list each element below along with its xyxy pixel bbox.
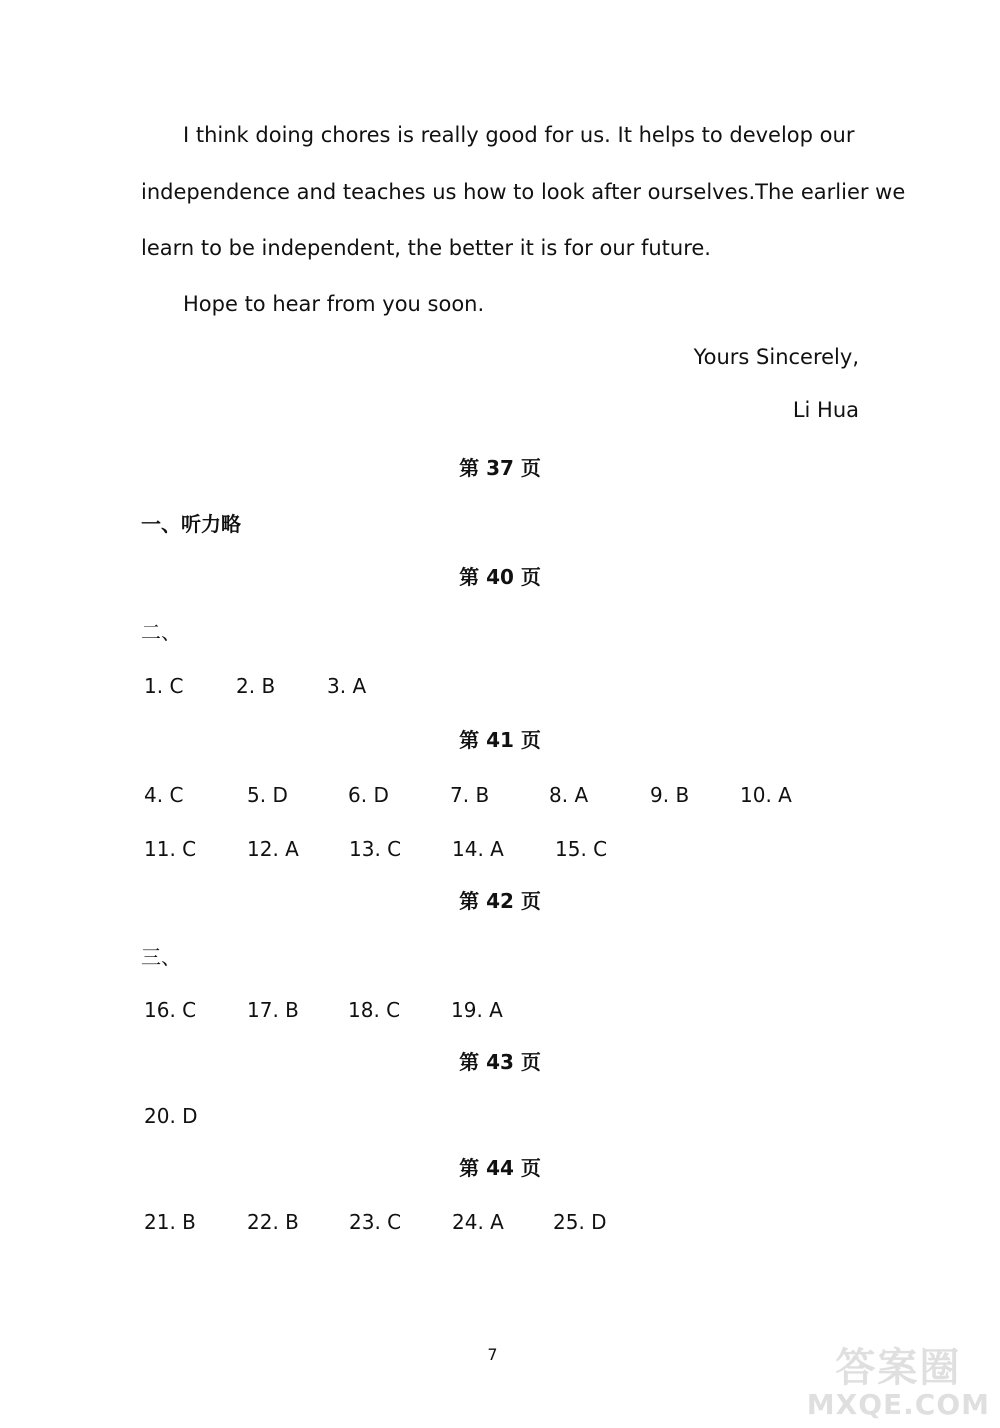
part-three-label: 三、 xyxy=(141,945,181,969)
answer-23: 23. C xyxy=(349,1210,402,1234)
listening-omitted: 一、听力略 xyxy=(141,512,241,536)
answer-19: 19. A xyxy=(451,998,503,1022)
answer-9: 9. B xyxy=(650,783,690,807)
signature: Li Hua xyxy=(792,398,859,422)
answer-22: 22. B xyxy=(247,1210,299,1234)
answer-4: 4. C xyxy=(144,783,184,807)
answer-7: 7. B xyxy=(450,783,490,807)
answer-21: 21. B xyxy=(144,1210,196,1234)
answer-11: 11. C xyxy=(144,837,197,861)
heading-page-43: 第 43 页 xyxy=(459,1050,541,1074)
answer-18: 18. C xyxy=(348,998,401,1022)
part-two-label: 二、 xyxy=(141,620,181,644)
page-number: 7 xyxy=(487,1345,498,1364)
letter-line-3: learn to be independent, the better it is for our future. xyxy=(141,236,711,260)
letter-line-2: independence and teaches us how to look after ourselves.The earlier we xyxy=(141,180,906,204)
answer-24: 24. A xyxy=(452,1210,504,1234)
answer-15: 15. C xyxy=(555,837,608,861)
answer-3: 3. A xyxy=(327,674,367,698)
answer-14: 14. A xyxy=(452,837,504,861)
answer-17: 17. B xyxy=(247,998,299,1022)
answer-10: 10. A xyxy=(740,783,792,807)
heading-page-42: 第 42 页 xyxy=(459,889,541,913)
heading-page-44: 第 44 页 xyxy=(459,1156,541,1180)
answer-8: 8. A xyxy=(549,783,589,807)
sign-off: Yours Sincerely, xyxy=(693,345,859,369)
heading-page-37: 第 37 页 xyxy=(459,456,541,480)
watermark-line-2: MXQE.COM xyxy=(806,1388,990,1421)
closing-line: Hope to hear from you soon. xyxy=(183,292,485,316)
answer-20: 20. D xyxy=(144,1104,198,1128)
watermark-logo xyxy=(807,1346,990,1420)
answer-6: 6. D xyxy=(348,783,389,807)
heading-page-41: 第 41 页 xyxy=(459,728,541,752)
answer-1: 1. C xyxy=(144,674,184,698)
heading-page-40: 第 40 页 xyxy=(459,565,541,589)
answer-12: 12. A xyxy=(247,837,299,861)
answer-13: 13. C xyxy=(349,837,402,861)
watermark-line-1: 答案圈 xyxy=(835,1345,962,1391)
answer-25: 25. D xyxy=(553,1210,607,1234)
answer-5: 5. D xyxy=(247,783,288,807)
letter-line-1: I think doing chores is really good for us. It helps to develop our xyxy=(183,123,855,147)
answer-2: 2. B xyxy=(236,674,276,698)
answer-16: 16. C xyxy=(144,998,197,1022)
